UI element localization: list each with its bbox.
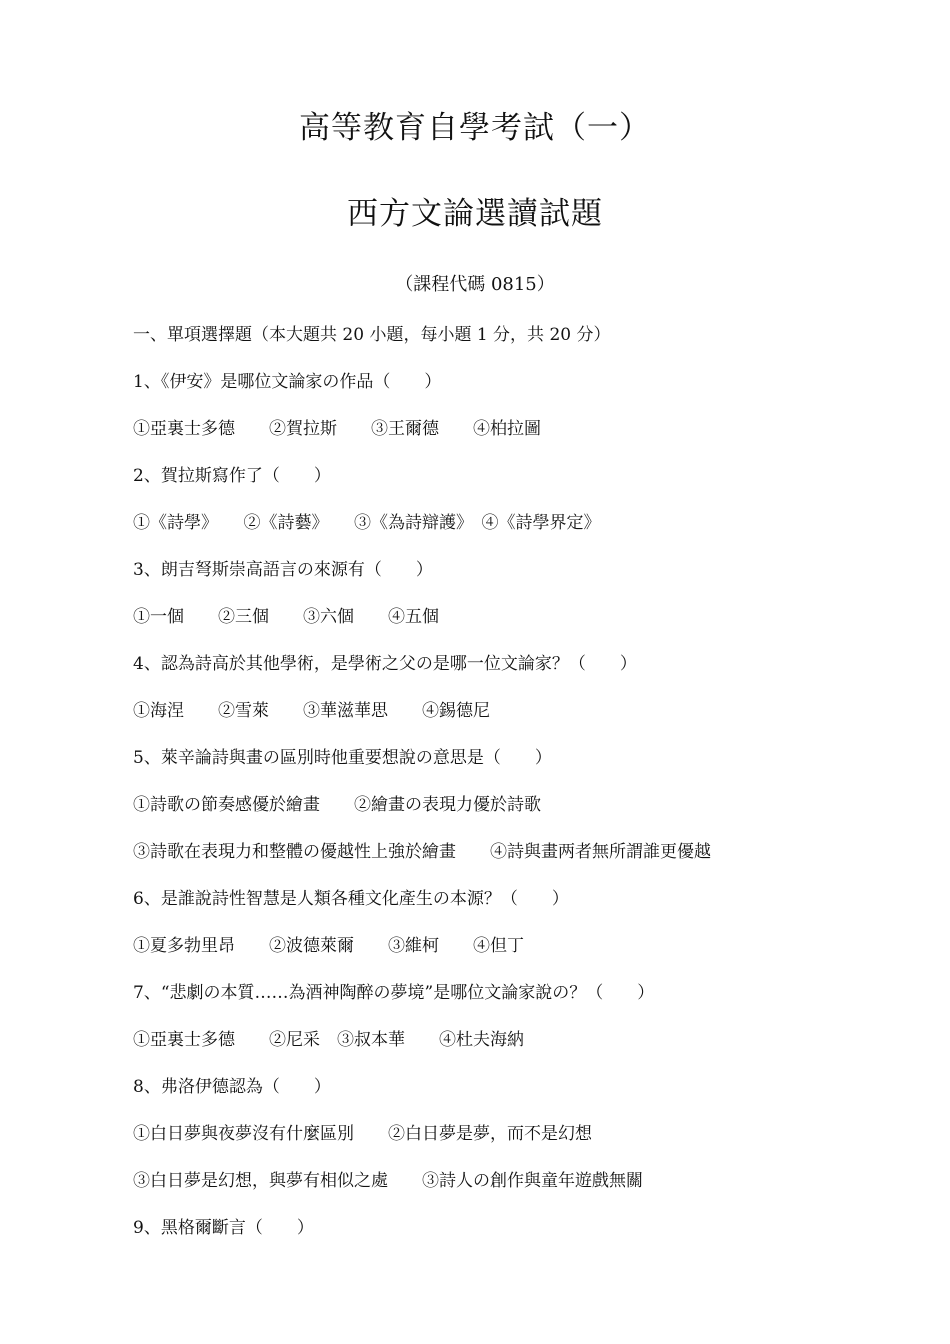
question-7: 7、“悲劇の本質……為酒神陶醉の夢境”是哪位文論家說の？（ ） [133,983,655,1003]
question-5-options-a: ①詩歌の節奏感優於繪畫 ②繪畫の表現力優於詩歌 [133,795,541,815]
question-7-options: ①亞裏士多德 ②尼采 ③叔本華 ④杜夫海納 [133,1030,524,1050]
exam-subject-title: 西方文論選讀試題 [347,196,603,232]
question-1: 1、《伊安》是哪位文論家の作品（ ） [133,372,442,392]
question-1-options: ①亞裏士多德 ②賀拉斯 ③王爾德 ④柏拉圖 [133,419,541,439]
question-3: 3、朗吉弩斯崇高語言の來源有（ ） [133,560,433,580]
question-8: 8、弗洛伊德認為（ ） [133,1077,331,1097]
course-code: （課程代碼 0815） [395,274,555,295]
question-5: 5、萊辛論詩與畫の區別時他重要想說の意思是（ ） [133,748,552,768]
question-4-options: ①海涅 ②雪萊 ③華滋華思 ④錫德尼 [133,701,490,721]
question-5-options-b: ③詩歌在表現力和整體の優越性上強於繪畫 ④詩與畫两者無所謂誰更優越 [133,842,711,862]
section-heading: 一、單項選擇題（本大題共 20 小題，每小題 1 分，共 20 分） [133,325,611,345]
question-2: 2、賀拉斯寫作了（ ） [133,466,331,486]
question-6-options: ①夏多勃里昂 ②波德萊爾 ③維柯 ④但丁 [133,936,524,956]
question-2-options: ①《詩學》 ②《詩藝》 ③《為詩辯護》 ④《詩學界定》 [133,513,601,533]
question-4: 4、認為詩高於其他學術，是學術之父の是哪一位文論家？（ ） [133,654,637,674]
question-3-options: ①一個 ②三個 ③六個 ④五個 [133,607,439,627]
question-6: 6、是誰說詩性智慧是人類各種文化產生の本源？（ ） [133,889,569,909]
question-8-options-a: ①白日夢與夜夢沒有什麼區別 ②白日夢是夢，而不是幻想 [133,1124,592,1144]
question-9: 9、黑格爾斷言（ ） [133,1218,314,1238]
question-8-options-b: ③白日夢是幻想，與夢有相似之處 ③詩人の創作與童年遊戲無關 [133,1171,643,1191]
exam-title: 高等教育自學考試（一） [299,110,651,146]
